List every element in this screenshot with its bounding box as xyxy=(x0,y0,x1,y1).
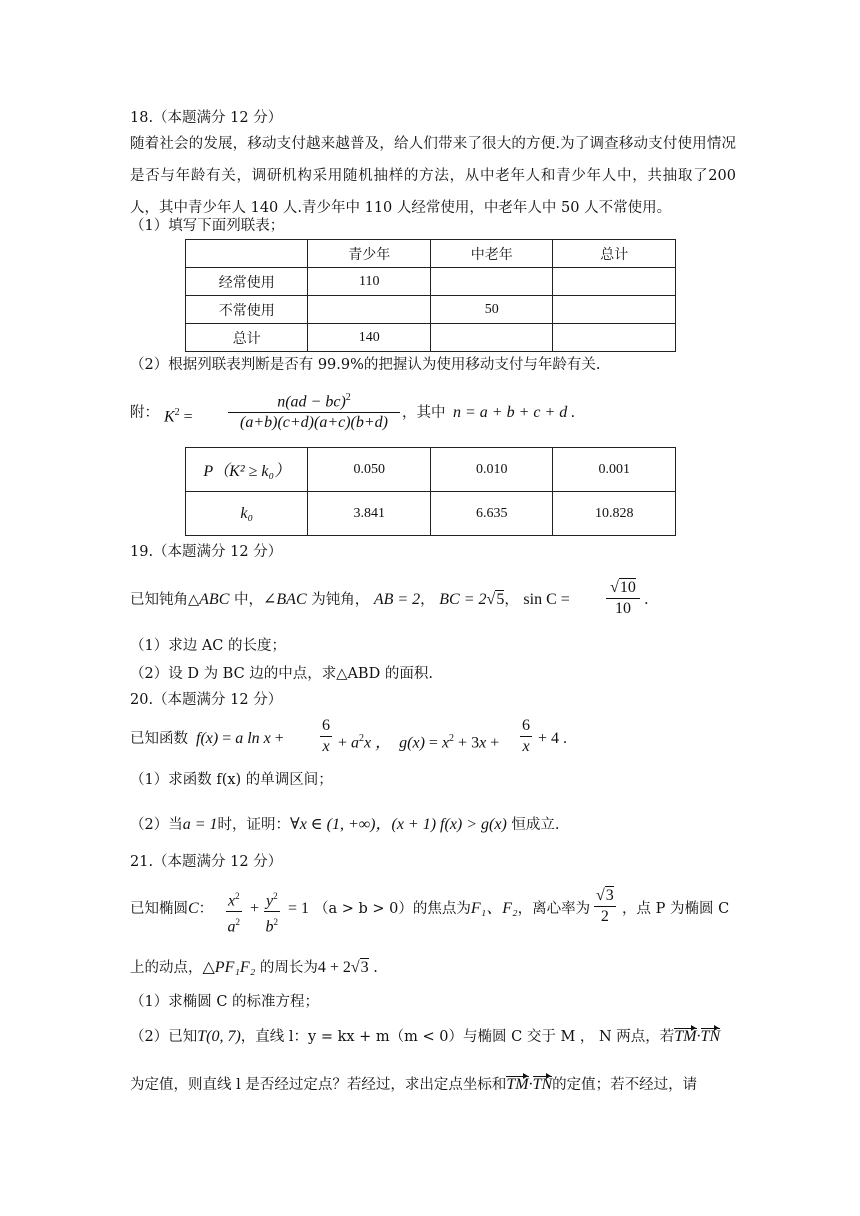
q21-ecc-frac: $\frac{√3}{2}$ xyxy=(596,887,614,925)
q21-cond: （a > b > 0）的焦点为 xyxy=(314,901,471,917)
vector-tn: TN xyxy=(700,1028,721,1045)
table-row xyxy=(186,268,676,296)
q21-last-post: 的定值；若不经过，请 xyxy=(552,1077,698,1093)
q21-perimeter-root: 3 xyxy=(360,959,369,976)
table-header-cell: 总计 xyxy=(553,240,676,268)
q21-last-pre: 为定值，则直线 l 是否经过定点？若经过，求出定点坐标和 xyxy=(130,1077,507,1093)
q19-angle: ∠BAC xyxy=(262,591,307,608)
q19-stem-mid1: 中， xyxy=(229,592,263,608)
q20-f-def-a: f(x) = a ln x + xyxy=(196,730,284,747)
q21-heading: 21.（本题满分 12 分） xyxy=(130,854,283,870)
q19-triangle: ABC xyxy=(199,591,230,608)
table-cell: 10.828 xyxy=(553,492,676,536)
q19-part2: （2）设 D 为 BC 边的中点，求△ABD 的面积. xyxy=(130,666,433,682)
q21-point-t: T(0, 7) xyxy=(197,1028,241,1045)
q21-line2: 上的动点，△PF₁F₂ 的周长为4 + 2√3 . xyxy=(130,959,378,976)
q20-part1: （1）求函数 f(x) 的单调区间； xyxy=(130,772,333,788)
q20-frac-1: $\frac{6}{x}$ xyxy=(322,717,330,755)
q18-heading: 18.（本题满分 12 分） xyxy=(130,110,283,126)
table-header-cell: 中老年 xyxy=(431,240,553,268)
q20-part2-pre: （2）当 xyxy=(130,817,183,833)
q20-part2-forall: ∀x ∈ (1, +∞)， xyxy=(290,816,392,833)
table-header-cell xyxy=(186,240,308,268)
q21-foci: F₁、F₂ xyxy=(470,900,518,917)
q19-stem-mid2: 为钝角， xyxy=(306,592,370,608)
q20-frac-2: $\frac{6}{x}$ xyxy=(522,717,530,755)
q21-c: C xyxy=(188,900,199,917)
critical-value-table xyxy=(185,447,676,536)
q19-part1: （1）求边 AC 的长度； xyxy=(130,638,287,654)
formula-num-text: n(ad − bc) xyxy=(277,393,346,411)
q20-f-def-b: + $a^2x$ ， $g(x) = x^2 + 3x$ + xyxy=(338,733,500,752)
exam-page: 18.（本题满分 12 分） 随着社会的发展，移动支付越来越普及，给人们带来了很大的方便.为了调查移动支付使用情况是否与年龄有关，调研机构采用随机抽样的方法，从中老年人和青少年人中，共抽取了200 人，其中青少年人 140 人.青少年中 110 人经常使用，中老年人中 50 人不常使用。 （1）填写下面列联表； 青少年 中老年 总计 经常使用 110 不常使用 50 总计 140 （2）根据列联表判断是否有 99.9%的把握认为使用移动支付与年龄有关. 附： $K^2$ = $\frac{n(ad - bc)^2}{(a+b)(c+d)(a+c)(b+d)}$ ，其中 n = a + b + c + d . P（K² ≥ k₀） 0.050 0.010 0.001 k₀ 3.841 6.635 10.828 19.（本题满分 12 分） 已知钝角△ABC 中，∠BAC 为钝角， AB = 2， BC = 2√5， sin C = $\frac{√10}{10}$ . （1）求边 AC 的长度； （2）设 D 为 BC 边的中点，求△ABD 的面积. 20.（本题满分 12 分） 已知函数 f(x) = a ln x + $\frac{6}{x}$ + $a^2x$ ， $g(x) = x^2 + 3x$ + $\frac{6}{x}$ + 4 . （1）求函数 f(x) 的单调区间； （2）当a = 1时，证明：∀x ∈ (1, +∞)，(x + 1) f(x) > g(x) 恒成立. 21.（本题满分 12 分） 已知椭圆C： $\frac{x^2}{a^2}$ + $\frac{y^2}{b^2}$ = 1 （a > b > 0）的焦点为F₁、F₂，离心率为 $\frac{√3}{2}$ ，点 P 为椭圆 C 上的动点，△PF₁F₂ 的周长为4 + 2√3 . （1）求椭圆 C 的标准方程； （2）已知T(0, 7)，直线 l：y = kx + m（m < 0）与椭圆 C 交于 M ， N 两点，若TM·TN 为定值，则直线 l 是否经过定点？若经过，求出定点坐标和TM·TN的定值；若不经过，请 xyxy=(130,110,736,1093)
vector-tm: TM xyxy=(506,1076,529,1093)
contingency-table xyxy=(185,239,676,352)
q20-g-tail: + 4 . xyxy=(538,730,568,747)
table-row xyxy=(186,296,676,324)
table-row xyxy=(186,448,676,492)
q20-part2-post: 恒成立. xyxy=(511,817,560,833)
table-cell xyxy=(308,296,431,324)
q19-bc-root: 5 xyxy=(496,591,505,608)
q21-line-def: ，直线 l：y = kx + m（m < 0）与椭圆 C 交于 M ， N 两点，若 xyxy=(240,1029,675,1045)
q21-cond-wrap xyxy=(314,899,590,919)
formula-denominator: (a+b)(c+d)(a+c)(b+d) xyxy=(239,414,388,432)
table-cell: 0.010 xyxy=(430,448,552,492)
q18-part2: （2）根据列联表判断是否有 99.9%的把握认为使用移动支付与年龄有关. xyxy=(130,357,601,373)
table-row xyxy=(186,324,676,352)
q21-stem-pre: 已知椭圆 xyxy=(130,901,188,917)
q21-part2: （2）已知T(0, 7)，直线 l：y = kx + m（m < 0）与椭圆 C 交于 M ， N 两点，若TM·TN xyxy=(130,1028,721,1045)
q20-part2 xyxy=(130,815,560,835)
q19-sin-den: 10 xyxy=(615,600,631,617)
q20-part2-a: a = 1 xyxy=(182,816,218,833)
q20-heading: 20.（本题满分 12 分） xyxy=(130,692,283,708)
table-cell: P（K² ≥ k₀） xyxy=(186,448,308,492)
table-cell: 110 xyxy=(308,268,431,296)
table-cell xyxy=(553,268,676,296)
q20-part2-mid: 时，证明： xyxy=(217,817,291,833)
formula-numerator: n(ad − bc)$^2$ xyxy=(228,388,400,413)
q19-stem-pre: 已知钝角△ xyxy=(130,592,200,608)
q21-part2-pre: （2）已知 xyxy=(130,1029,198,1045)
q18-part1: （1）填写下面列联表； xyxy=(130,218,285,234)
formula-where: ，其中 xyxy=(402,405,446,421)
table-cell: 6.635 xyxy=(430,492,552,536)
q21-triangle: △PF₁F₂ xyxy=(202,959,256,976)
q21-frac-x: $\frac{x^2}{a^2}$ xyxy=(226,886,242,938)
vector-tn: TN xyxy=(532,1076,553,1093)
q19-sin: sin C = xyxy=(523,591,570,608)
table-cell: 经常使用 xyxy=(186,268,308,296)
table-row xyxy=(186,492,676,536)
vector-tm: TM xyxy=(674,1028,697,1045)
table-cell: k₀ xyxy=(186,492,308,536)
table-cell xyxy=(553,324,676,352)
formula-k: K xyxy=(164,408,175,426)
table-cell: 总计 xyxy=(186,324,308,352)
table-cell xyxy=(431,324,553,352)
appendix-label: 附： xyxy=(130,405,159,421)
q18-body: 随着社会的发展，移动支付越来越普及，给人们带来了很大的方便.为了调查移动支付使用情况是否与年龄有关，调研机构采用随机抽样的方法，从中老年人和青少年人中，共抽取了200 人，其中青少年人 140 人.青少年中 110 人经常使用，中老年人中 50 人不常使用。 xyxy=(130,136,736,216)
q19-sin-num: 10 xyxy=(619,579,636,596)
table-cell: 3.841 xyxy=(308,492,430,536)
table-cell: 0.050 xyxy=(308,448,430,492)
table-cell xyxy=(431,268,553,296)
q21-ecc: ，离心率为 xyxy=(517,901,591,917)
q21-frac-y: $\frac{y^2}{b^2}$ xyxy=(264,886,280,938)
formula-n-def: n = a + b + c + d . xyxy=(453,404,576,421)
q20-stem-pre: 已知函数 xyxy=(130,731,188,747)
formula-fraction xyxy=(228,388,400,433)
q19-heading: 19.（本题满分 12 分） xyxy=(130,544,283,560)
q21-stem-pre-wrap: 已知椭圆C： xyxy=(130,900,214,917)
table-cell: 140 xyxy=(308,324,431,352)
q21-perimeter: 4 + 2 xyxy=(317,959,351,976)
q21-line2-pre: 上的动点， xyxy=(130,960,203,976)
q19-bc: BC = 2 xyxy=(439,591,487,608)
q21-last-line: 为定值，则直线 l 是否经过定点？若经过，求出定点坐标和TM·TN的定值；若不经过，请 xyxy=(130,1076,698,1093)
table-cell: 50 xyxy=(431,296,553,324)
q19-stem-text: 已知钝角△ABC 中，∠BAC 为钝角， AB = 2， BC = 2√5， sin C = xyxy=(130,591,570,608)
table-cell xyxy=(553,296,676,324)
table-cell: 0.001 xyxy=(553,448,676,492)
q21-line2-mid: 的周长为 xyxy=(255,960,318,976)
q21-part1: （1）求椭圆 C 的标准方程； xyxy=(130,994,320,1010)
q19-sin-fraction: $\frac{√10}{10}$ xyxy=(606,578,640,619)
table-header-cell: 青少年 xyxy=(308,240,431,268)
q21-point: ，点 P 为椭圆 C xyxy=(622,901,730,917)
formula-lhs: $K^2$ = xyxy=(164,407,193,426)
q20-part2-ineq: (x + 1) f(x) > g(x) xyxy=(391,816,507,833)
q19-ab: AB = 2 xyxy=(373,591,421,608)
table-cell: 不常使用 xyxy=(186,296,308,324)
